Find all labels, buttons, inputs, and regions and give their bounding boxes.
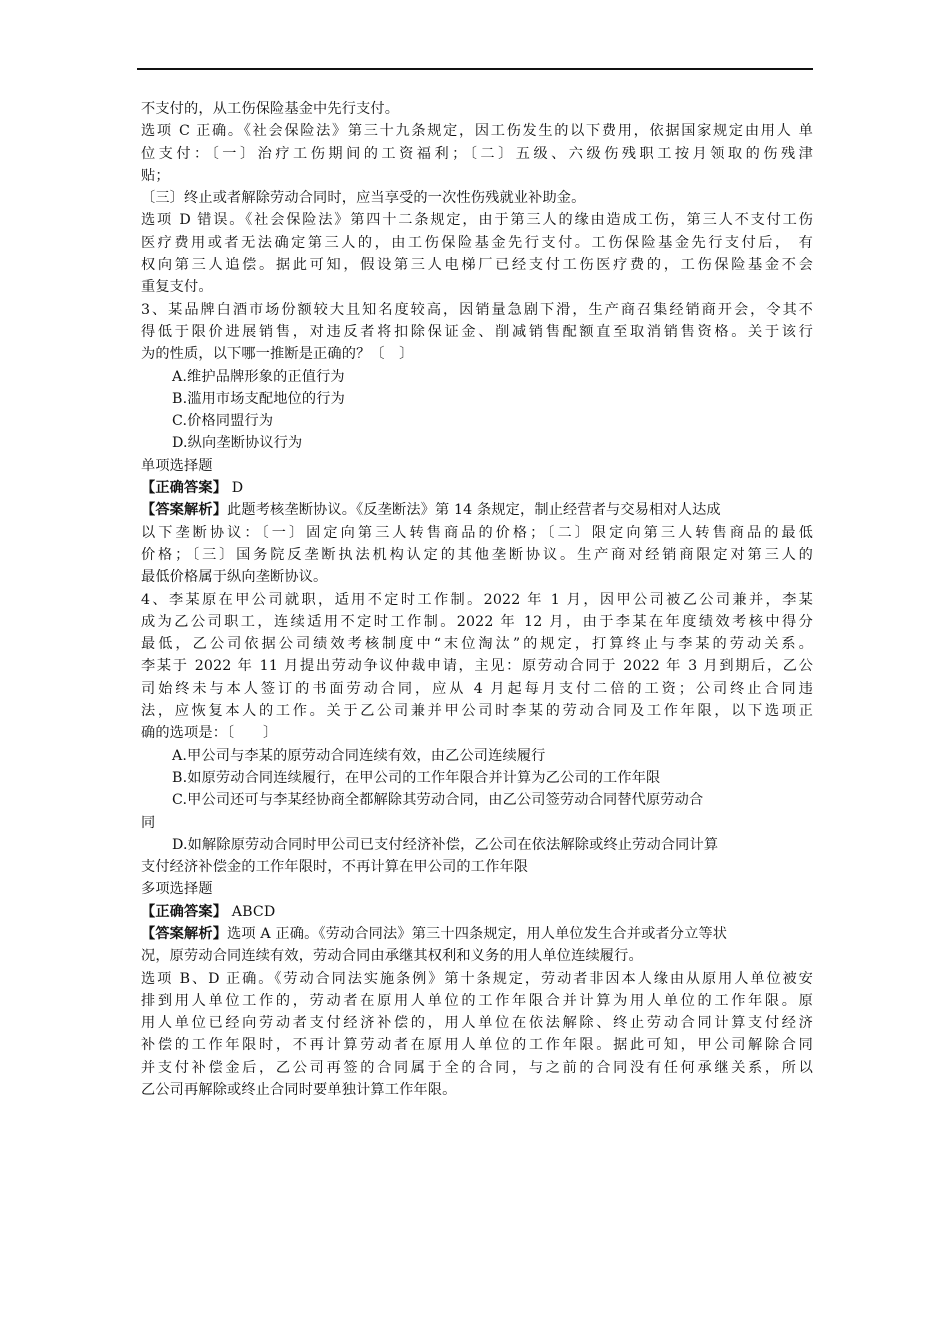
answer-option: D.如解除原劳动合同时甲公司已支付经济补偿，乙公司在依法解除或终止劳动合同计算 — [172, 836, 719, 853]
text-line: 医疗费用或者无法确定第三人的，由工伤保险基金先行支付。工伤保险基金先行支付后， 有 — [141, 234, 813, 251]
text-line: 为的性质，以下哪一推断是正确的？〔 〕 — [141, 346, 414, 363]
answer-option: B.如原劳动合同连续履行，在甲公司的工作年限合并计算为乙公司的工作年限 — [172, 769, 661, 786]
text-line: 用人单位已经向劳动者支付经济补偿的，用人单位在依法解除、终止劳动合同计算支付经济 — [141, 1015, 813, 1032]
text-line: 支付经济补偿金的工作年限时，不再计算在甲公司的工作年限 — [141, 859, 529, 876]
text-line: 司始终未与本人签订的书面劳动合同，应从 4 月起每月支付二倍的工资；公司终止合同违 — [141, 680, 813, 697]
text-line: 最低，乙公司依据公司绩效考核制度中“末位淘汰”的规定，打算终止与李某的劳动关系。 — [141, 636, 813, 653]
answer-text: 选项 A 正确。《劳动合同法》第三十四条规定，用人单位发生合并或者分立等状 — [227, 925, 728, 942]
text-line — [141, 477, 813, 499]
text-line: 位支付：〔一〕治疗工伤期间的工资福利；〔二〕五级、六级伤残职工按月领取的伤残津 — [141, 145, 813, 162]
text-line: 同 — [141, 814, 156, 831]
text-line — [141, 923, 813, 945]
text-line: 李某于 2022 年 11 月提出劳动争议仲裁申请，主见：原劳动合同于 2022 年 3 月到期后，乙公 — [141, 658, 813, 675]
answer-option: A.甲公司与李某的原劳动合同连续有效，由乙公司连续履行 — [172, 747, 546, 764]
text-line: 贴； — [141, 167, 170, 184]
text-line: 最低价格属于纵向垄断协议。 — [141, 569, 328, 586]
text-line: 不支付的，从工伤保险基金中先行支付。 — [141, 101, 400, 117]
answer-label: 【正确答案】 — [141, 903, 228, 920]
answer-option: B.滥用市场支配地位的行为 — [172, 390, 345, 407]
answer-option: A.维护品牌形象的正值行为 — [172, 368, 345, 385]
text-line: 乙公司再解除或终止合同时要单独计算工作年限。 — [141, 1082, 457, 1099]
text-line: 价格；〔三〕国务院反垄断执法机构认定的其他垄断协议。生产商对经销商限定对第三人的 — [141, 546, 813, 563]
text-line: 单项选择题 — [141, 457, 213, 474]
text-line: 选项 D 错误。《社会保险法》第四十二条规定，由于第三人的缘由造成工伤，第三人不支付工伤 — [141, 212, 813, 229]
answer-option: C.甲公司还可与李某经协商全都解除其劳动合同，由乙公司签劳动合同替代原劳动合 — [172, 792, 704, 809]
text-line: 4、李某原在甲公司就职，适用不定时工作制。2022 年 1 月，因甲公司被乙公司兼并，李某 — [141, 591, 813, 608]
document-body — [141, 98, 813, 1101]
answer-label: 【答案解析】 — [141, 925, 228, 942]
answer-text: ABCD — [227, 903, 276, 920]
text-line — [141, 499, 813, 521]
text-line: 况，原劳动合同连续有效，劳动合同由承继其权利和义务的用人单位连续履行。 — [141, 948, 643, 965]
text-line: 排到用人单位工作的，劳动者在原用人单位的工作年限合并计算为用人单位的工作年限。原 — [141, 992, 813, 1009]
text-line: 并支付补偿金后，乙公司再签的合同属于全的合同，与之前的合同没有任何承继关系，所以 — [141, 1059, 813, 1076]
text-line: 以下垄断协议：〔一〕固定向第三人转售商品的价格；〔二〕限定向第三人转售商品的最低 — [141, 524, 813, 541]
text-line: 权向第三人追偿。据此可知，假设第三人电梯厂已经支付工伤医疗费的，工伤保险基金不会 — [141, 257, 813, 274]
text-line: 得低于限价进展销售，对违反者将扣除保证金、削减销售配额直至取消销售资格。关于该行 — [141, 323, 813, 340]
text-line: 补偿的工作年限时，不再计算劳动者在原用人单位的工作年限。据此可知，甲公司解除合同 — [141, 1037, 813, 1054]
text-line: 法，应恢复本人的工作。关于乙公司兼并甲公司时李某的劳动合同及工作年限，以下选项正 — [141, 703, 813, 720]
text-line: 〔三〕终止或者解除劳动合同时，应当享受的一次性伤残就业补助金。 — [141, 190, 586, 207]
text-line: 重复支付。 — [141, 279, 213, 296]
answer-option: D.纵向垄断协议行为 — [172, 435, 303, 452]
answer-text: D — [227, 480, 244, 497]
text-line: 选项 B、D 正确。《劳动合同法实施条例》第十条规定，劳动者非因本人缘由从原用人单位被安 — [141, 970, 813, 987]
answer-text: 此题考核垄断协议。《反垄断法》第 14 条规定，制止经营者与交易相对人达成 — [227, 502, 721, 519]
text-line: 多项选择题 — [141, 881, 213, 898]
text-line: 确的选项是：〔 〕 — [141, 725, 278, 742]
text-line: 选项 C 正确。《社会保险法》第三十九条规定，因工伤发生的以下费用，依据国家规定由用人 单 — [141, 123, 813, 140]
answer-label: 【答案解析】 — [141, 502, 228, 519]
answer-label: 【正确答案】 — [141, 480, 228, 497]
header-rule — [137, 68, 813, 70]
text-line: 3、某品牌白酒市场份额较大且知名度较高，因销量急剧下滑，生产商召集经销商开会，令其不 — [141, 301, 813, 318]
answer-option: C.价格同盟行为 — [172, 413, 274, 430]
text-line: 成为乙公司职工，连续适用不定时工作制。2022 年 12 月，由于李某在年度绩效考核中得分 — [141, 613, 813, 630]
text-line — [141, 901, 813, 923]
